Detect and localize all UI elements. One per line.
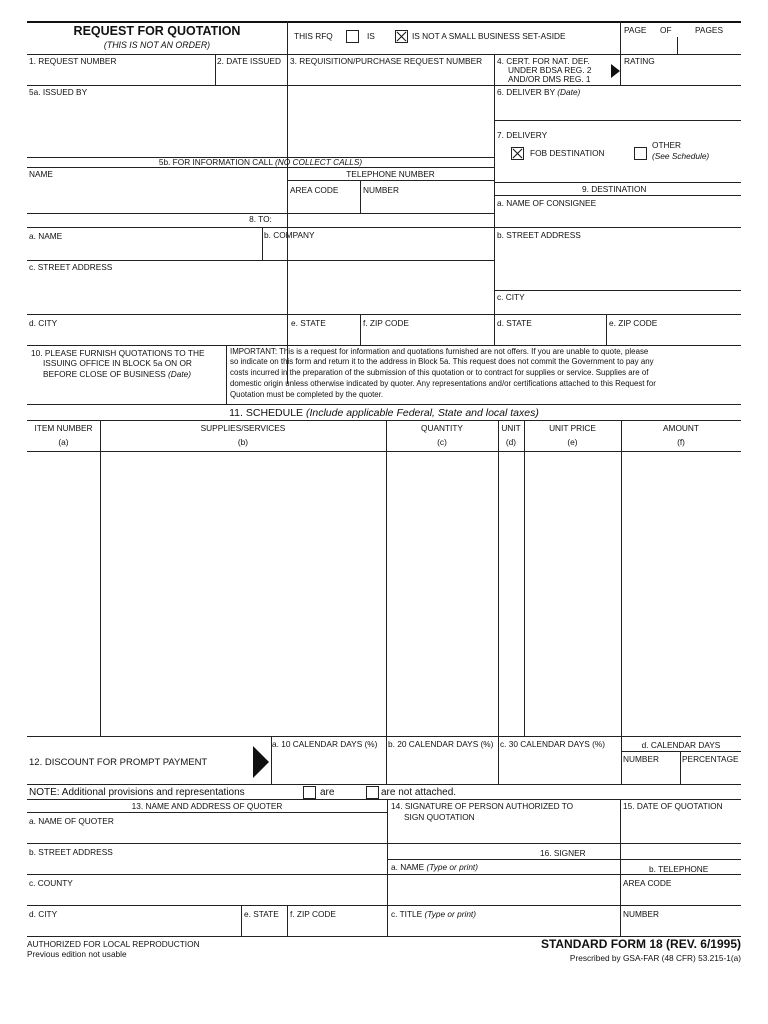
signer-telephone-label: b. TELEPHONE	[649, 864, 709, 874]
issued-by-label: 5a. ISSUED BY	[29, 87, 88, 97]
important-line-5: Quotation must be completed by the quoter.	[230, 390, 384, 399]
col-supplies: SUPPLIES/SERVICES	[200, 423, 286, 433]
discount-percentage: PERCENTAGE	[682, 754, 739, 764]
area-code-label: AREA CODE	[290, 185, 339, 195]
provisions-are-label: are	[320, 787, 335, 798]
col-quantity: QUANTITY	[421, 423, 463, 433]
provisions-are-not-label: are not attached.	[381, 787, 457, 798]
furnish-label-3: BEFORE CLOSE OF BUSINESS (Date)	[43, 369, 192, 379]
prescribed-by: Prescribed by GSA-FAR (48 CFR) 53.215-1(a)	[569, 953, 741, 963]
provisions-are-checkbox[interactable]	[303, 786, 316, 799]
to-company-label: b. COMPANY	[264, 230, 315, 240]
furnish-label-1: 10. PLEASE FURNISH QUOTATIONS TO THE	[31, 348, 205, 358]
provisions-are-not-checkbox[interactable]	[366, 786, 379, 799]
col-unit-price: UNIT PRICE	[549, 423, 596, 433]
signer-area-code-label: AREA CODE	[623, 878, 672, 888]
quoter-name-label: a. NAME OF QUOTER	[29, 816, 114, 826]
delivery-other-label: OTHER	[652, 140, 682, 150]
important-line-4: domestic origin unless otherwise indicated by quoter. Any representations and/or certifications attached to this Request for	[230, 379, 656, 388]
delivery-label: 7. DELIVERY	[497, 130, 548, 140]
quoter-state-label: e. STATE	[244, 909, 279, 919]
page-label: PAGE	[624, 25, 647, 35]
authorized-reproduction: AUTHORIZED FOR LOCAL REPRODUCTION	[27, 939, 200, 949]
to-city-label: d. CITY	[29, 318, 58, 328]
quoter-zip-label: f. ZIP CODE	[290, 909, 336, 919]
request-number-label: 1. REQUEST NUMBER	[29, 56, 117, 66]
quoter-title: 13. NAME AND ADDRESS OF QUOTER	[131, 801, 283, 811]
telephone-number-label: TELEPHONE NUMBER	[346, 169, 435, 179]
schedule-title: 11. SCHEDULE (Include applicable Federal, State and local taxes)	[229, 407, 539, 419]
discount-30-days: c. 30 CALENDAR DAYS (%)	[500, 739, 605, 749]
signature-label-2: SIGN QUOTATION	[404, 812, 475, 822]
date-of-quotation-label: 15. DATE OF QUOTATION	[623, 801, 723, 811]
discount-label: 12. DISCOUNT FOR PROMPT PAYMENT	[29, 757, 208, 768]
deliver-by-label: 6. DELIVER BY (Date)	[497, 87, 581, 97]
col-item-number-sub: (a)	[58, 437, 69, 447]
is-not-label: IS NOT A SMALL BUSINESS SET-ASIDE	[412, 31, 566, 41]
discount-arrow-icon	[253, 746, 269, 778]
signature-label-1: 14. SIGNATURE OF PERSON AUTHORIZED TO	[391, 801, 574, 811]
requisition-label: 3. REQUISITION/PURCHASE REQUEST NUMBER	[290, 56, 483, 66]
dest-city-label: c. CITY	[497, 292, 525, 302]
set-aside-is-not-checkbox[interactable]	[395, 30, 408, 43]
of-label: OF	[660, 25, 672, 35]
to-name-label: a. NAME	[29, 231, 63, 241]
quoter-county-label: c. COUNTY	[29, 878, 73, 888]
col-amount: AMOUNT	[663, 423, 699, 433]
quoter-city-label: d. CITY	[29, 909, 58, 919]
cert-label-2: UNDER BDSA REG. 2	[508, 65, 592, 75]
form-title: REQUEST FOR QUOTATION	[73, 24, 241, 38]
discount-10-days: a. 10 CALENDAR DAYS (%)	[272, 739, 378, 749]
dest-state-label: d. STATE	[497, 318, 532, 328]
consignee-label: a. NAME OF CONSIGNEE	[497, 198, 597, 208]
to-street-label: c. STREET ADDRESS	[29, 262, 113, 272]
cert-label-3: AND/OR DMS REG. 1	[508, 74, 591, 84]
important-line-1: IMPORTANT: This is a request for information and quotations furnished are not offers. If you are unable to quote, please	[230, 347, 649, 356]
col-unit: UNIT	[501, 423, 521, 433]
form-subtitle: (THIS IS NOT AN ORDER)	[103, 40, 211, 50]
signer-name-label: a. NAME (Type or print)	[391, 862, 478, 872]
col-unit-sub: (d)	[505, 437, 517, 447]
signer-title-label: c. TITLE (Type or print)	[391, 909, 476, 919]
phone-number-label: NUMBER	[363, 185, 399, 195]
to-zip-label: f. ZIP CODE	[363, 318, 409, 328]
cert-arrow-icon	[611, 64, 620, 78]
delivery-other-checkbox[interactable]	[634, 147, 647, 160]
signer-number-label: NUMBER	[623, 909, 659, 919]
dest-street-label: b. STREET ADDRESS	[497, 230, 581, 240]
quoter-street-label: b. STREET ADDRESS	[29, 847, 113, 857]
col-amount-sub: (f)	[677, 437, 685, 447]
discount-20-days: b. 20 CALENDAR DAYS (%)	[388, 739, 494, 749]
destination-label: 9. DESTINATION	[582, 184, 647, 194]
date-issued-label: 2. DATE ISSUED	[217, 56, 281, 66]
fob-destination-checkbox[interactable]	[511, 147, 524, 160]
rfq-label: THIS RFQ	[294, 31, 333, 41]
col-supplies-sub: (b)	[237, 437, 249, 447]
note-text: NOTE: Additional provisions and representations	[29, 787, 245, 798]
info-name-label: NAME	[29, 169, 53, 179]
fob-destination-label: FOB DESTINATION	[530, 148, 605, 158]
important-line-3: costs incurred in the preparation of the submission of this quotation or to contract for supplies or service. Supplies are of	[230, 368, 649, 377]
col-unit-price-sub: (e)	[567, 437, 578, 447]
rating-label: RATING	[624, 56, 655, 66]
discount-calendar-days: d. CALENDAR DAYS	[641, 740, 721, 750]
col-item-number: ITEM NUMBER	[34, 423, 93, 433]
important-line-2: so indicate on this form and return it to the address in Block 5a. This request does not commit the Government to pay any	[230, 357, 654, 366]
pages-label: PAGES	[695, 25, 723, 35]
previous-edition: Previous edition not usable	[27, 949, 127, 959]
col-quantity-sub: (c)	[437, 437, 447, 447]
form-number: STANDARD FORM 18 (REV. 6/1995)	[540, 937, 741, 951]
discount-number: NUMBER	[623, 754, 659, 764]
to-label: 8. TO:	[249, 214, 272, 224]
dest-zip-label: e. ZIP CODE	[609, 318, 658, 328]
cert-label-1: 4. CERT. FOR NAT. DEF.	[497, 56, 590, 66]
info-call-label: 5b. FOR INFORMATION CALL (NO COLLECT CALLS)	[158, 157, 363, 167]
signer-label: 16. SIGNER	[540, 848, 586, 858]
furnish-label-2: ISSUING OFFICE IN BLOCK 5a ON OR	[43, 358, 192, 368]
to-state-label: e. STATE	[291, 318, 326, 328]
is-label: IS	[367, 31, 375, 41]
set-aside-is-checkbox[interactable]	[346, 30, 359, 43]
see-schedule-label: (See Schedule)	[652, 151, 710, 161]
